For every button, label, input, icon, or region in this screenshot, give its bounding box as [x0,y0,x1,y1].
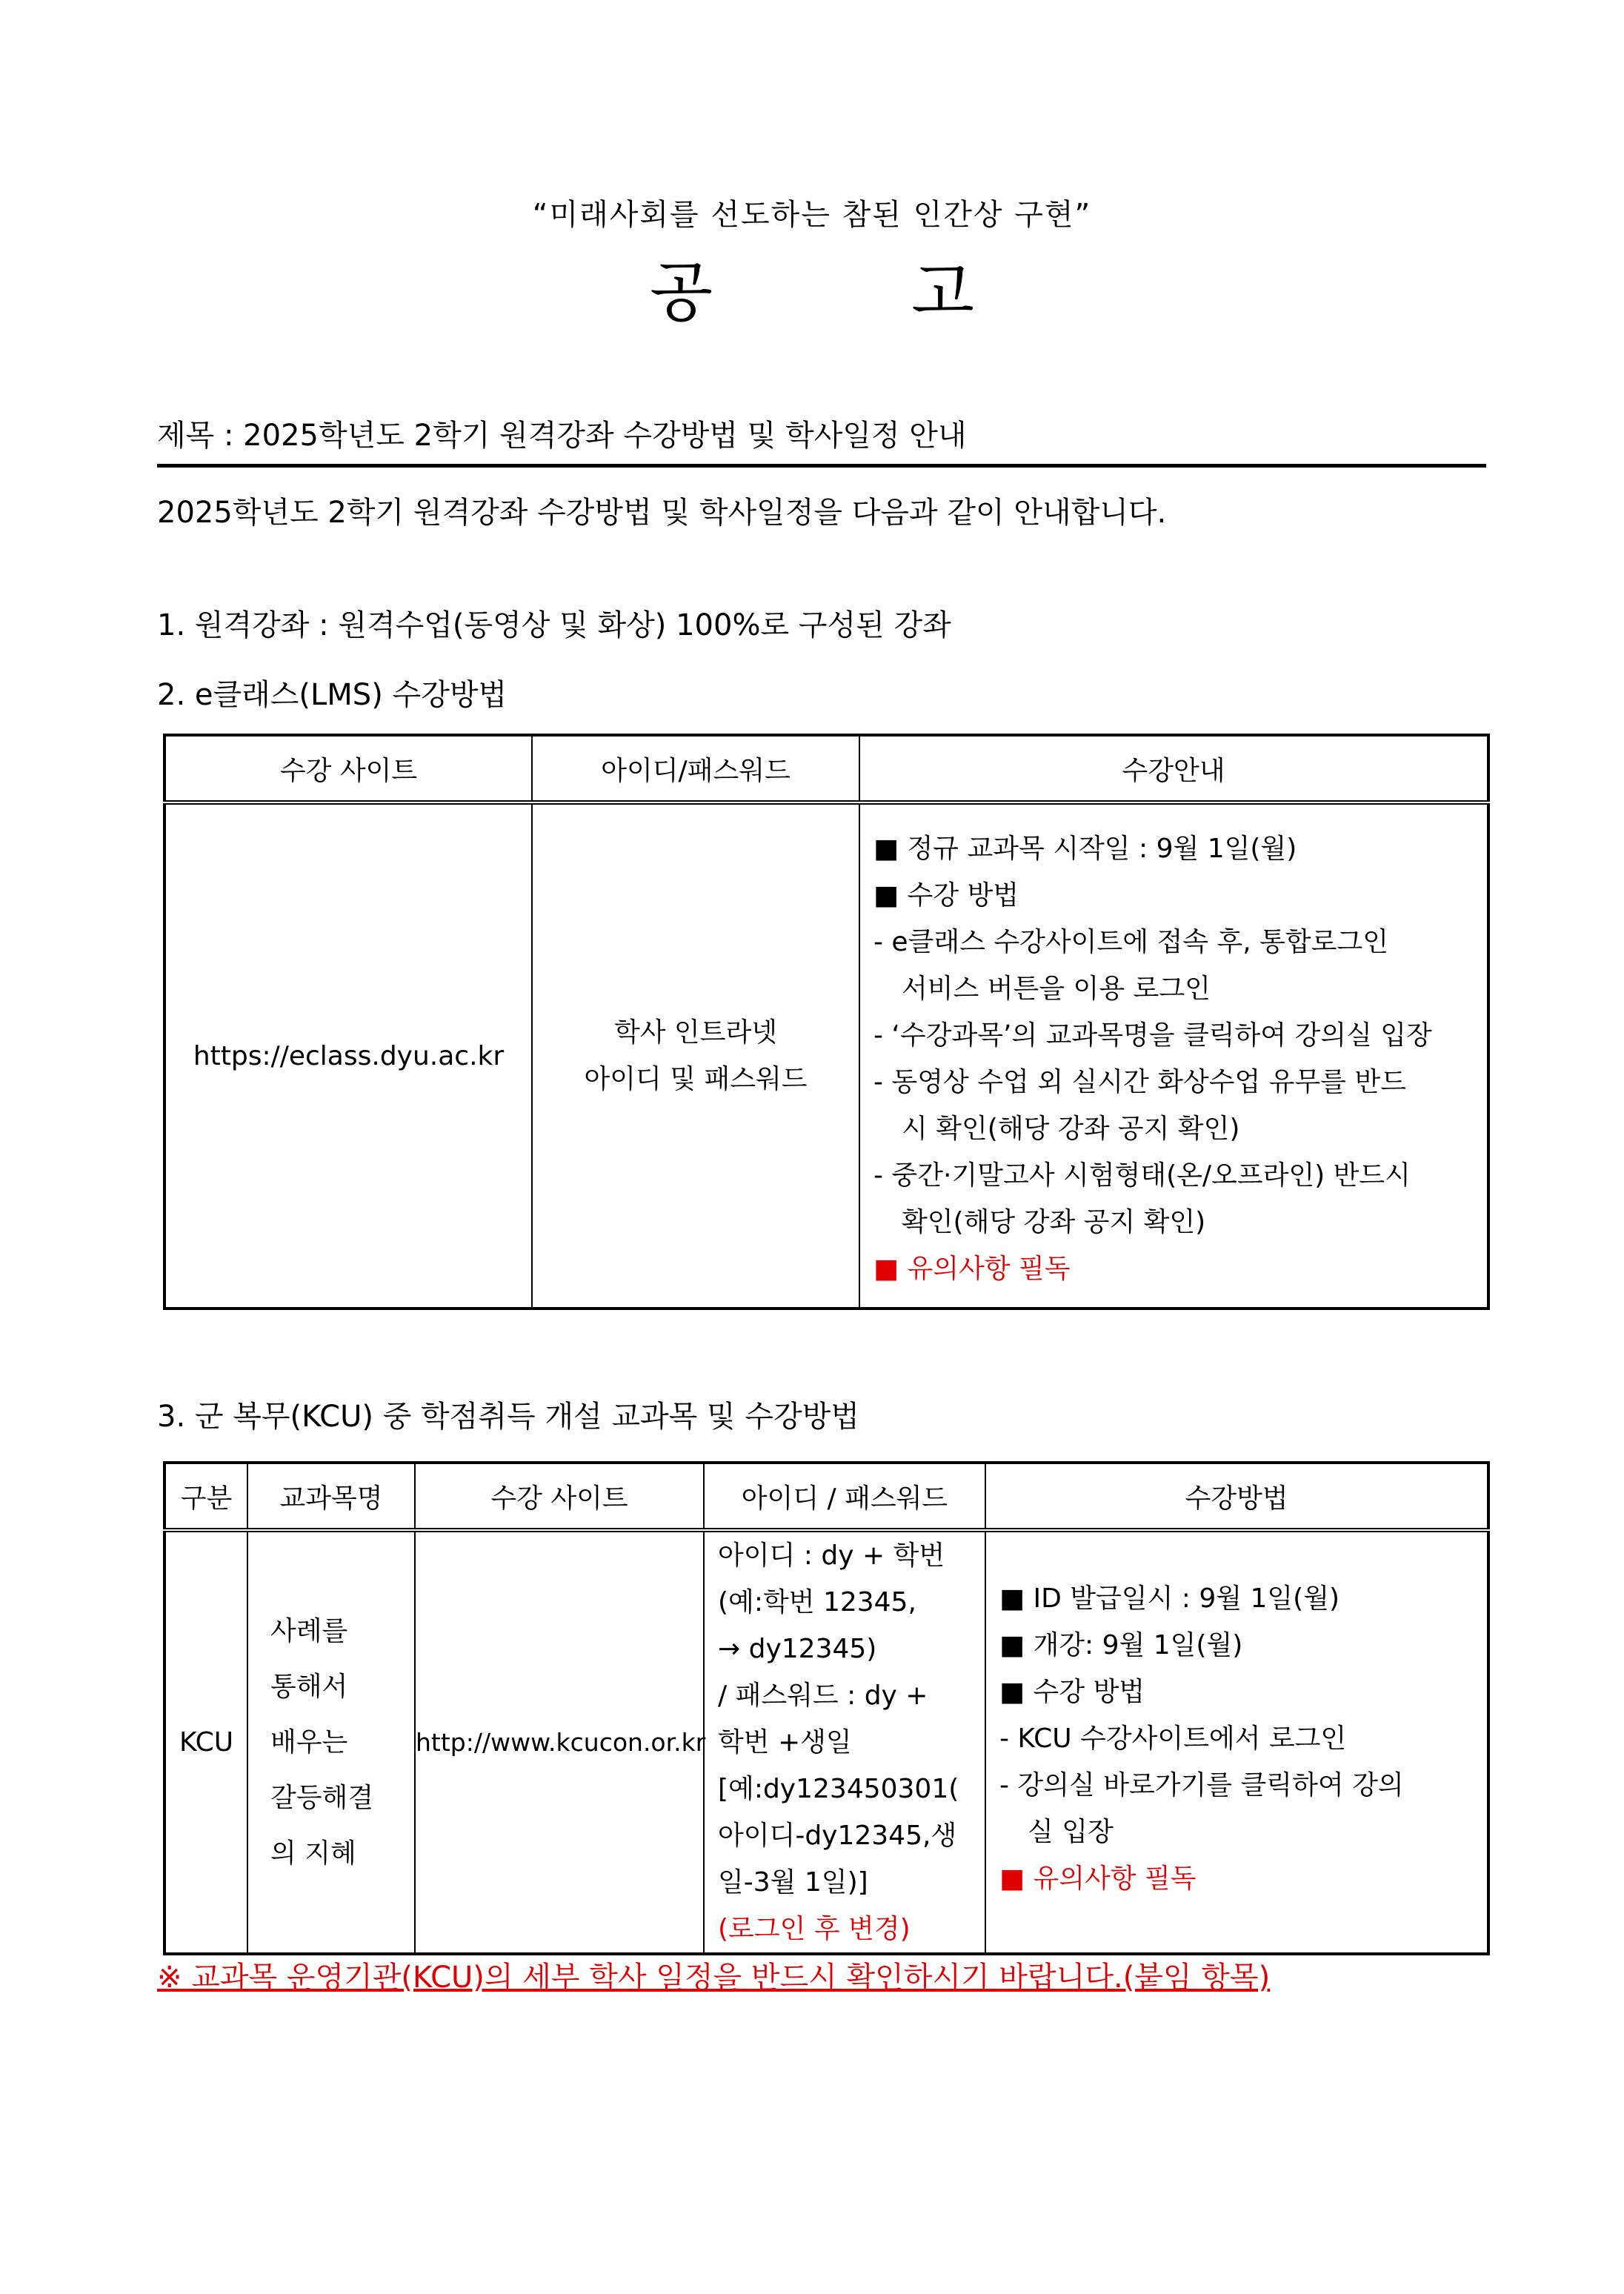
guide-line: - ‘수강과목’의 교과목명을 클릭하여 강의실 입장 [873,1020,1432,1051]
kcu-method-cell [985,1530,1488,1954]
title-char-1: 공 [649,254,713,330]
header-site: 수강 사이트 [415,1463,704,1530]
eclass-idpw-cell [532,802,859,1309]
course-line: 의 지혜 [270,1838,356,1869]
header-method: 수강방법 [985,1463,1488,1530]
header-idpw: 아이디/패스워드 [532,735,859,802]
eclass-header-row [164,735,1488,802]
idpw-line: 아이디 및 패스워드 [584,1064,808,1094]
idpw-line: 아이디 : dy + 학번 [718,1540,945,1571]
idpw-line: → dy12345) [718,1634,877,1664]
idpw-line: (예:학번 12345, [718,1587,916,1618]
idpw-line: 학사 인트라넷 [613,1017,778,1048]
idpw-line: 일-3월 1일)] [718,1867,868,1898]
section-1-heading: 1. 원격강좌 : 원격수업(동영상 및 화상) 100%로 구성된 강좌 [157,608,951,642]
eclass-site-link[interactable]: https://eclass.dyu.ac.kr [193,1040,505,1071]
header-idpw: 아이디 / 패스워드 [704,1463,985,1530]
eclass-guide-cell [859,802,1488,1309]
motto: “미래사회를 선도하는 참된 인간상 구현” [532,198,1092,232]
method-line: ■ ID 발급일시 : 9월 1일(월) [999,1583,1340,1614]
header-course: 교과목명 [247,1463,415,1530]
eclass-body-row [164,802,1488,1309]
subject-line: 제목 : 2025학년도 2학기 원격강좌 수강방법 및 학사일정 안내 [157,419,967,453]
method-line: ■ 개강: 9월 1일(월) [999,1630,1243,1660]
header-guide: 수강안내 [859,735,1488,802]
idpw-line: / 패스워드 : dy + [718,1680,928,1711]
kcu-table [163,1461,1490,1955]
kcu-idpw-cell [704,1530,985,1954]
page-title [0,241,1624,334]
eclass-table [163,734,1490,1310]
guide-line: 확인(해당 강좌 공지 확인) [902,1207,1206,1237]
method-line: ■ 수강 방법 [999,1677,1145,1707]
idpw-note: (로그인 후 변경) [718,1914,911,1944]
method-line: 실 입장 [1028,1817,1114,1847]
method-line: - 강의실 바로가기를 클릭하여 강의 [999,1770,1404,1801]
course-line: 갈등해결 [270,1783,374,1813]
eclass-site-cell [164,802,532,1309]
guide-line: 시 확인(해당 강좌 공지 확인) [902,1114,1240,1144]
divider [157,464,1486,468]
section-3-heading: 3. 군 복무(KCU) 중 학점취득 개설 교과목 및 수강방법 [157,1400,859,1434]
course-line: 사례를 [270,1616,348,1646]
header-category: 구분 [164,1463,247,1530]
idpw-line: [예:dy123450301( [718,1774,959,1804]
kcu-category-cell: KCU [164,1530,247,1954]
guide-line: - 중간·기말고사 시험형태(온/오프라인) 반드시 [873,1160,1411,1191]
idpw-line: 학번 +생일 [718,1727,852,1758]
kcu-site-cell [415,1530,704,1954]
idpw-line: 아이디-dy12345,생 [718,1821,957,1851]
intro-text: 2025학년도 2학기 원격강좌 수강방법 및 학사일정을 다음과 같이 안내합니다. [157,496,1167,530]
header-site: 수강 사이트 [164,735,532,802]
kcu-body-row [164,1530,1488,1954]
footnote: ※ 교과목 운영기관(KCU)의 세부 학사 일정을 반드시 확인하시기 바랍니다.(붙임 항목) [157,1961,1271,1995]
kcu-header-row [164,1463,1488,1530]
guide-line: ■ 정규 교과목 시작일 : 9월 1일(월) [873,834,1297,864]
method-line: - KCU 수강사이트에서 로그인 [999,1723,1347,1754]
guide-line: - e클래스 수강사이트에 접속 후, 통합로그인 [873,927,1388,957]
guide-line: 서비스 버튼을 이용 로그인 [902,974,1211,1004]
guide-notice: ■ 유의사항 필독 [873,1254,1071,1284]
guide-line: ■ 수강 방법 [873,880,1019,911]
kcu-site-link[interactable]: http://www.kcucon.or.kr [416,1728,706,1757]
course-line: 배우는 [270,1727,348,1758]
guide-line: - 동영상 수업 외 실시간 화상수업 유무를 반드 [873,1067,1407,1097]
kcu-course-cell [247,1530,415,1954]
course-line: 통해서 [270,1672,348,1702]
title-char-2: 고 [911,254,974,330]
method-notice: ■ 유의사항 필독 [999,1864,1197,1894]
section-2-heading: 2. e클래스(LMS) 수강방법 [157,678,508,712]
